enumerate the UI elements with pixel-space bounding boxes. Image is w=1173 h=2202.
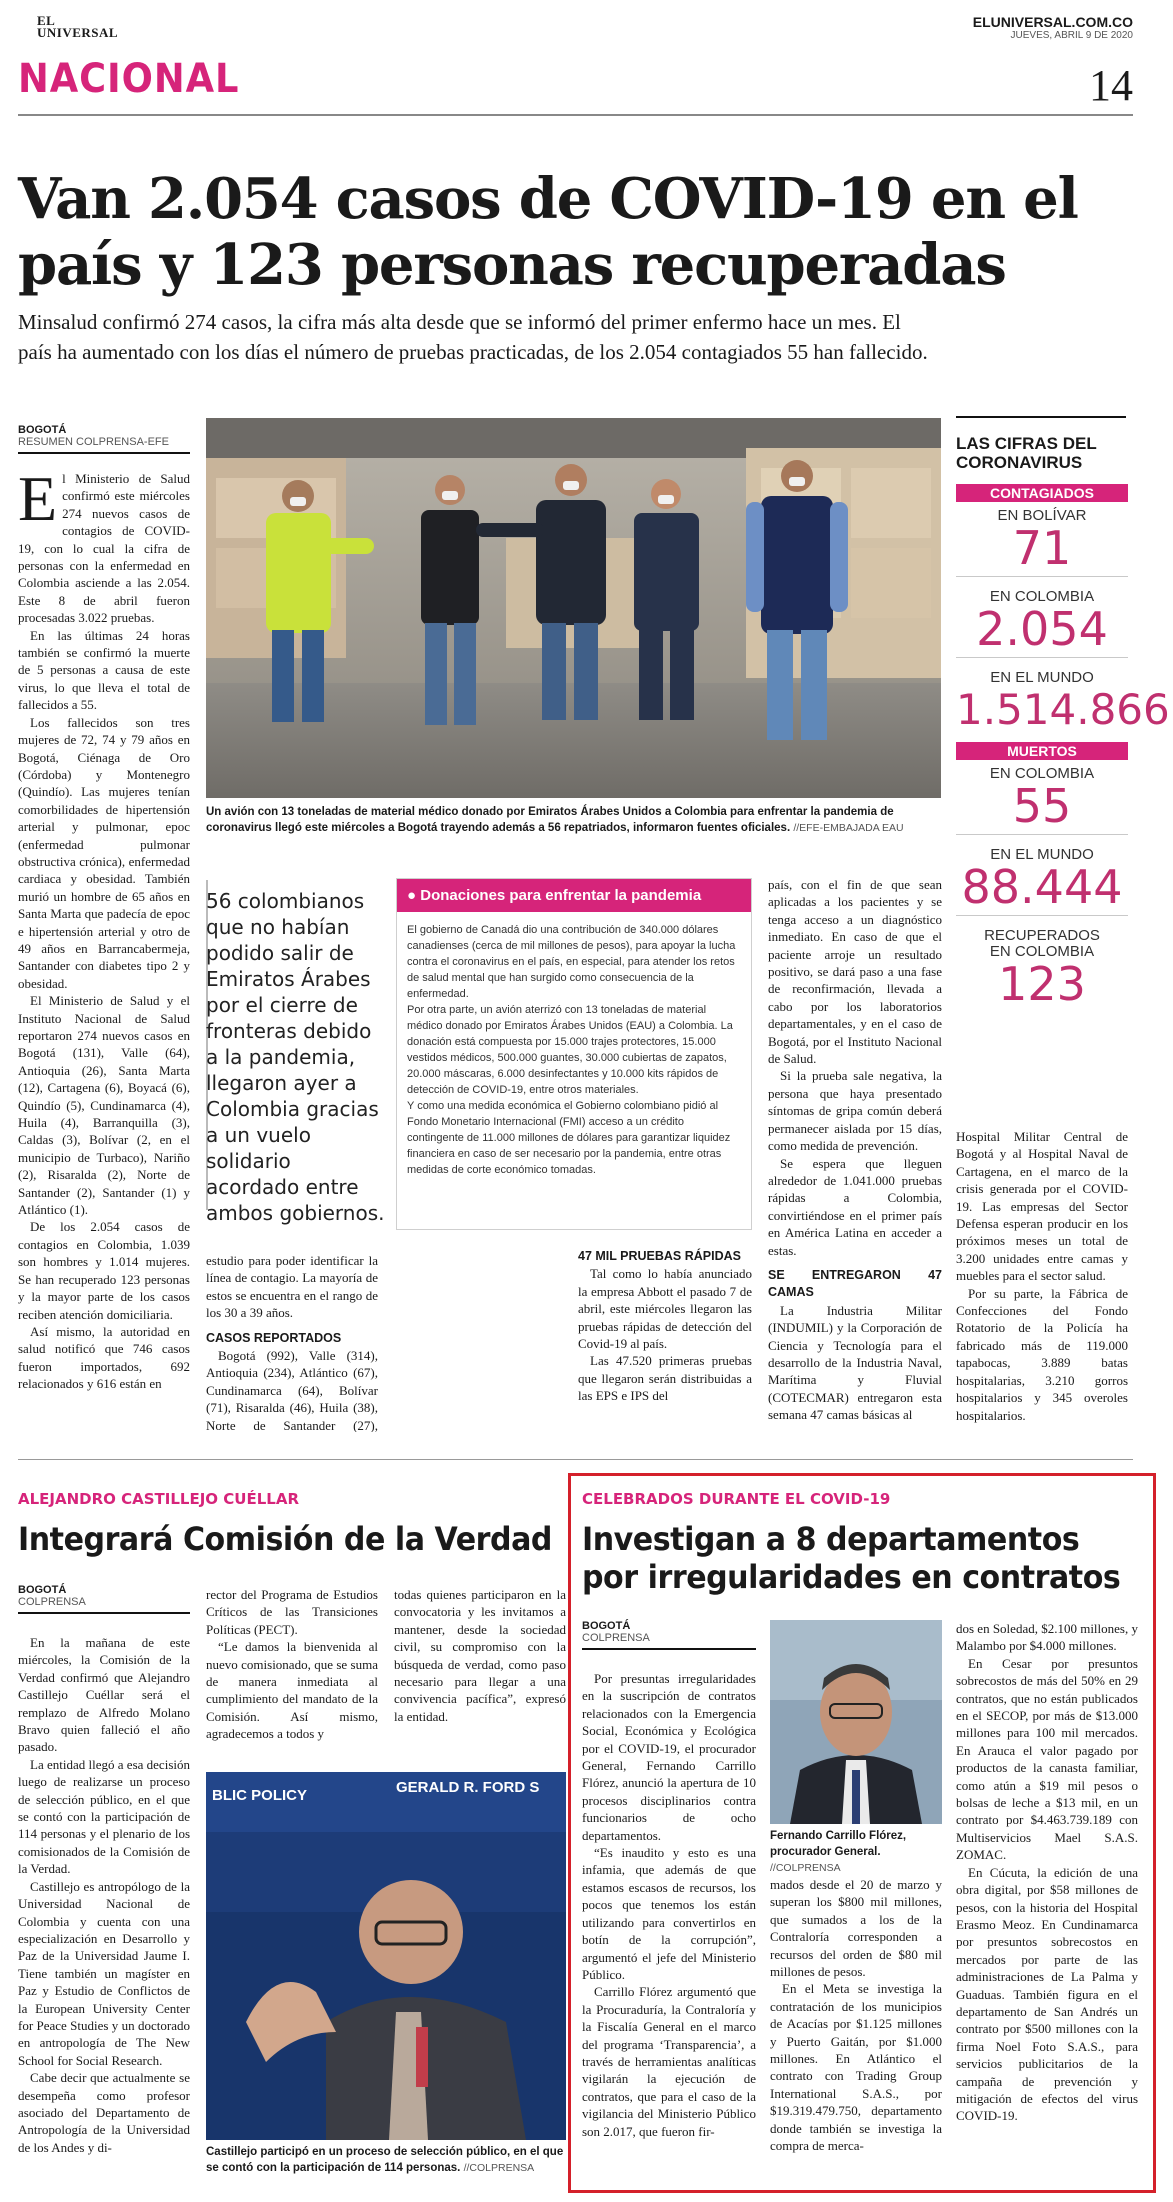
dek-line-1: Minsalud confirmó 274 casos, la cifra más alta desde que se informó del primer enfermo hace un mes. El bbox=[18, 310, 901, 334]
byline-source: RESUMEN COLPRENSA-EFE bbox=[18, 436, 190, 454]
cifra-divider bbox=[956, 915, 1128, 916]
main-column-2-bottom bbox=[206, 1252, 378, 1432]
cifra-label: EN EL MUNDO bbox=[990, 846, 1094, 863]
main-dek bbox=[18, 307, 1128, 367]
caption-credit: //EFE-EMBAJADA EAU bbox=[793, 822, 904, 834]
caption-text: Castillejo participó en un proceso de selección público, en el que se contó con la participación de 114 personas. bbox=[206, 2146, 564, 2174]
dek-line-2: país ha aumentado con los días el número de pruebas practicadas, de los 2.054 contagiados 55 han fallecido. bbox=[18, 340, 928, 364]
main-photo-caption bbox=[206, 804, 941, 836]
left-story-byline bbox=[18, 1584, 190, 1614]
paragraph: mados desde el 20 de marzo y superan los $800 mil millones, que sumados a los de la Contraloría corresponden a recursos del orden de $80 mil millones de pesos. bbox=[770, 1877, 942, 1980]
muertos-bar: MUERTOS bbox=[956, 742, 1128, 760]
left-story-headline: Integrará Comisión de la Verdad bbox=[18, 1520, 552, 1558]
right-story-column-3 bbox=[956, 1620, 1138, 2186]
left-story-column-1 bbox=[18, 1634, 190, 2194]
paragraph: Cabe decir que actualmente se desempeña como profesor asociado del Departamento de Antropología de la Universidad de los Andes y di- bbox=[18, 2070, 190, 2155]
right-story-headline bbox=[582, 1520, 1120, 1596]
caption-text: Fernando Carrillo Flórez, procurador General. bbox=[770, 1830, 907, 1858]
paragraph: Las 47.520 primeras pruebas que llegaron serán distribuidas a las EPS e IPS del bbox=[578, 1353, 752, 1404]
paragraph: La entidad llegó a esa decisión luego de realizarse un proceso de selección público, en el que se contó con la participación de 114 personas y el plenario de los comisionados de la Comisión de la Verdad. bbox=[18, 1756, 190, 1877]
logo-top: EL bbox=[37, 13, 56, 28]
paragraph: Hospital Militar Central de Bogotá y al Hospital Naval de Cartagena, en el marco de la crisis generada por el COVID-19. Las empresas del Sector Defensa esperan producir en los próximos meses un total de 3.200 unidades entre camas y muebles para el sector salud. bbox=[956, 1129, 1128, 1284]
main-column-4 bbox=[768, 876, 942, 1436]
cifra-divider bbox=[956, 576, 1128, 577]
cifra-divider bbox=[956, 657, 1128, 658]
donations-title: Donaciones para enfrentar la pandemia bbox=[420, 887, 702, 904]
left-story-kicker: ALEJANDRO CASTILLEJO CUÉLLAR bbox=[18, 1490, 299, 1508]
donations-box bbox=[396, 878, 752, 1230]
subhead-camas: SE ENTREGARON 47 CAMAS bbox=[768, 1267, 942, 1300]
paragraph: El Ministerio de Salud y el Instituto Nacional de Salud reportaron 274 nuevos casos en Bogotá (131), Valle (64), Antioquia (26), Santa Marta (12), Cartagena (6), Boyacá (6), Quindío (5), Cundinamarca (4), Huila (4), Barranquilla (3), Caldas (3), Bolívar (2, en el municipio de Turbaco), Nariño (2), Risaralda (2), Norte de Santander (2), Santander (1) y Atlántico (1). bbox=[18, 993, 190, 1218]
carrillo-caption bbox=[770, 1828, 942, 1876]
paragraph: Y como una medida económica el Gobierno colombiano pidió al Fondo Monetario Internacional (FMI) acceso a un crédito contingente de 11.000 millones de dólares para garantizar liquidez financiera en caso de ser necesario por la pandemia, entre otras medidas de corte económico tomadas. bbox=[407, 1100, 731, 1176]
cifra-colombia: 2.054 bbox=[976, 602, 1108, 656]
castillejo-photo-illustration bbox=[206, 1772, 566, 2140]
cifra-label: EN EL MUNDO bbox=[990, 669, 1094, 686]
headline-line-2: país y 123 personas recuperadas bbox=[18, 232, 1006, 298]
main-column-1 bbox=[18, 470, 190, 1420]
byline-source: COLPRENSA bbox=[582, 1632, 756, 1650]
paragraph: Así mismo, la autoridad en salud notificó que 746 casos fueron importados, 692 relacionados y 616 están en bbox=[18, 1323, 190, 1392]
masthead-divider bbox=[18, 114, 1133, 116]
paragraph: país, con el fin de que sean aplicadas a los pacientes y se tenga acceso a un diagnóstico inmediato. En caso de que el paciente arroje un resultado positivo, se dará paso a una fase de reconfirmación, llevada a cabo por los laboratorios departamentales, y en el caso de Bogotá, por el Instituto Nacional de Salud. bbox=[768, 877, 942, 1067]
logo-bottom: UNIVERSAL bbox=[37, 25, 119, 40]
paragraph: “Le damos la bienvenida al nuevo comisionado, que se suma de manera inmediata al cumplimiento del mandato de la Comisión. Así mismo, agradecemos a todos y bbox=[206, 1639, 378, 1742]
drop-cap: E bbox=[18, 470, 58, 534]
paragraph: En el Meta se investiga la contratación de los municipios de Acacías por $1.125 millones y Puerto Gaitán, por $1.000 millones. En Atlántico el contrato con Trading Group International S.A.S., por $19.319.479.750, departamento donde también se investiga la compra de merca- bbox=[770, 1981, 942, 2154]
paragraph: Castillejo es antropólogo de la Universidad Nacional de Colombia y cuenta con una especialización en Desarrollo y Paz de la Universidad Jaume I. Tiene también un magíster en Paz y Estudio de Conflictos de la European University Center for Peace Studies y un doctorado en antropología de The New School for Social Research. bbox=[18, 1878, 190, 2068]
byline-source: COLPRENSA bbox=[18, 1596, 190, 1614]
cifra-bolivar: 71 bbox=[1012, 521, 1072, 575]
paragraph: Por su parte, la Fábrica de Confecciones del Fondo Rotatorio de la Policía ha fabricado más de 119.000 tapabocas, 3.889 batas hospitalarias, 3.210 gorros hospitalarios y 345 overoles hospitalarios. bbox=[956, 1285, 1128, 1423]
main-headline bbox=[18, 166, 1138, 298]
headline-line-2: por irregularidades en contratos bbox=[582, 1558, 1121, 1596]
caption-credit: //COLPRENSA bbox=[770, 1862, 841, 1874]
donations-body bbox=[397, 912, 751, 1188]
paragraph: Bogotá (992), Valle (314), Antioquia (234), Atlántico (67), Cundinamarca (64), Bolívar (71), Risaralda (46), Huila (38), Norte de Santander (27), bbox=[206, 1348, 378, 1432]
right-story-kicker: CELEBRADOS DURANTE EL COVID-19 bbox=[582, 1490, 891, 1508]
paragraph: Tal como lo había anunciado la empresa Abbott el pasado 7 de abril, este miércoles llegaron las pruebas rápidas de detección del Covid-19 al país. bbox=[578, 1266, 752, 1352]
main-column-3 bbox=[578, 1248, 752, 1438]
paragraph: estudio para poder identificar la línea de contagio. La mayoría de estos se encuentra en el rango de los 30 a 39 años. bbox=[206, 1253, 378, 1321]
contagiados-bar: CONTAGIADOS bbox=[956, 484, 1128, 502]
cifras-title-line-2: CORONAVIRUS bbox=[956, 453, 1083, 472]
carrillo-photo-illustration bbox=[770, 1620, 942, 1824]
paragraph: En la mañana de este miércoles, la Comisión de la Verdad confirmó que Alejandro Castillejo Cuéllar será el remplazo de Alfredo Molano Bravo quien falleció el año pasado. bbox=[18, 1635, 190, 1755]
cifra-label: EN COLOMBIA bbox=[989, 943, 1095, 960]
headline-line-1: Van 2.054 casos de COVID-19 en el bbox=[18, 166, 1078, 232]
paragraph: Carrillo Flórez argumentó que la Procuraduría, la Contraloría y la Fiscalía General en el marco del programa ‘Transparencia’, a través de herramientas analíticas vigilarán la ejecución de contratos, que para el caso de la vigilancia del Ministerio Público son 2.017, que fueron fir- bbox=[582, 1984, 756, 2139]
left-story-column-3 bbox=[394, 1586, 566, 1756]
pullquote: 56 colombianos que no habían podido salir de Emiratos Árabes por el cierre de fronteras debido a la pandemia, llegaron ayer a Colombia gracias a un vuelo solidario acordado entre ambos gobiernos. bbox=[206, 889, 385, 1225]
main-photo bbox=[206, 418, 941, 798]
cifras-top-rule bbox=[956, 416, 1126, 418]
paragraph: En las últimas 24 horas también se confirmó la muerte de 5 personas a causa de este virus, lo que lleva el total de fallecidos a 55. bbox=[18, 627, 190, 713]
cifra-mundo: 1.514.866 bbox=[956, 685, 1170, 734]
donations-header bbox=[397, 879, 751, 912]
paragraph: En Cesar por presuntos sobrecostos de más del 50% en 29 contratos, que no están publicados en el SECOP, por más de $13.000 millones para 100 mil mercados. En Arauca el valor pagado por productos de la canasta familiar, como atún a $19 mil pesos o bolsas de leche a $13 mil, en un contrato por $4.463.739.189 con Multiservicios Mael S.A.S. ZOMAC. bbox=[956, 1655, 1138, 1863]
newspaper-logo bbox=[37, 15, 118, 39]
cifra-label: EN COLOMBIA bbox=[989, 765, 1095, 782]
page-number: 14 bbox=[1089, 61, 1133, 110]
paragraph: El gobierno de Canadá dio una contribución de 340.000 dólares canadienses (cerca de mil millones de pesos), para apoyar la lucha contra el coronavirus en el país, en especial, para atender los retos de salud mental que han surgido como consecuencia de la enfermedad. bbox=[407, 924, 736, 1000]
bullet-icon: ● bbox=[407, 887, 417, 904]
cifra-label: EN COLOMBIA bbox=[989, 588, 1095, 605]
cifra-recuperados: 123 bbox=[998, 957, 1086, 1011]
paragraph: Los fallecidos son tres mujeres de 72, 74 y 79 años en Bogotá, Ciénaga de Oro (Córdoba) y Montenegro (Quindío). Las mujeres tenían comorbilidades de hipertensión arterial y pulmonar, epoc (enfermedad pulmonar obstructiva crónica), enfermedad cardiaca y obesidad. También murió un hombre de 65 años en Santa Marta que padecía de epoc e hipertensión arterial y otro de 49 años en Barrancabermeja, Santander con diabetes tipo 2 y obesidad. bbox=[18, 714, 190, 991]
subhead-pruebas: 47 MIL PRUEBAS RÁPIDAS bbox=[578, 1249, 741, 1263]
cifra-label: EN BOLÍVAR bbox=[997, 507, 1087, 524]
site-url: ELUNIVERSAL.COM.CO bbox=[972, 14, 1133, 30]
left-story-column-2 bbox=[206, 1586, 378, 1756]
headline-line-1: Investigan a 8 departamentos bbox=[582, 1520, 1080, 1558]
paragraph: Por otra parte, un avión aterrizó con 13 toneladas de material médico donado por Emiratos Árabes Unidos (EAU) a Colombia. La donación está compuesta por 15.000 trajes protectores, 15.000 vestidos médicos, 500.000 guantes, 30.000 cubiertas de zapatos, 20.000 máscaras, 6.000 desinfectantes y 10.000 kits rápidos de detección de COVID-19, entre otros materiales. bbox=[407, 1004, 733, 1096]
main-photo-illustration bbox=[206, 418, 941, 798]
caption-text: Un avión con 13 toneladas de material médico donado por Emiratos Árabes Unidos a Colombia para enfrentar la pandemia de coronavirus llegó este miércoles a Bogotá trayendo además a 56 repatriados, informaron fuentes oficiales. bbox=[206, 806, 894, 834]
carrillo-photo bbox=[770, 1620, 942, 1824]
paragraph: Si la prueba sale negativa, la persona que haya presentado síntomas de gripa común deberá permanecer aislada por 15 días, como medida de prevención. bbox=[768, 1068, 942, 1154]
paragraph: Por presuntas irregularidades en la suscripción de contratos relacionados con la Emergencia Social, Económica y Ecológica por el COVID-19, el procurador General, Fernando Carrillo Flórez, anunció la apertura de 10 procesos disciplinarios contra funcionarios de ocho departamentos. bbox=[582, 1671, 756, 1843]
paragraph: La Industria Militar (INDUMIL) y la Corporación de Ciencia y Tecnología para el desarrollo de la Industria Naval, Marítima y Fluvial (COTECMAR) entregaron esta semana 47 camas básicas al bbox=[768, 1302, 942, 1423]
byline-location: BOGOTÁ bbox=[582, 1620, 631, 1632]
paragraph: “Es inaudito y esto es una infamia, que además de que estamos escasos de recursos, los pocos que tenemos los están utilizando para convertirlos en botín de la corrupción”, argumentó el jefe del Ministerio Público. bbox=[582, 1845, 756, 1982]
paragraph: Se espera que lleguen alrededor de 1.041.000 pruebas rápidas a Colombia, convirtiéndose en el primer país en América Latina en acceder a estas. bbox=[768, 1155, 942, 1258]
right-story-byline bbox=[582, 1620, 756, 1650]
right-story-column-1 bbox=[582, 1670, 756, 2185]
section-divider bbox=[18, 1459, 1133, 1460]
cifra-label: RECUPERADOS bbox=[984, 927, 1100, 944]
main-byline bbox=[18, 424, 190, 454]
cifras-panel bbox=[956, 484, 1170, 1011]
paragraph: dos en Soledad, $2.100 millones, y Malambo por $4.000 millones. bbox=[956, 1621, 1138, 1654]
cifra-muertos-colombia: 55 bbox=[1012, 779, 1072, 833]
subhead-casos: CASOS REPORTADOS bbox=[206, 1330, 342, 1345]
paragraph: rector del Programa de Estudios Críticos de las Transiciones Políticas (PECT). bbox=[206, 1587, 378, 1637]
caption-credit: //COLPRENSA bbox=[463, 2162, 535, 2174]
main-column-5 bbox=[956, 1128, 1128, 1438]
paragraph: l Ministerio de Salud confirmó este miércoles 274 nuevos casos de contagios de COVID-19, con lo cual la cifra de personas con la enfermedad en Colombia asciende a las 2.054. Este 8 de abril fueron procesadas 3.022 pruebas. bbox=[18, 471, 190, 626]
castillejo-photo bbox=[206, 1772, 566, 2140]
section-title: NACIONAL bbox=[18, 56, 240, 102]
cifra-divider bbox=[956, 834, 1128, 835]
paragraph: todas quienes participaron en la convocatoria y les invitamos a mantener, desde la sociedad civil, su compromiso con la búsqueda de verdad, como paso necesario para llegar a una convivencia pacífica”, expresó la entidad. bbox=[394, 1587, 566, 1724]
byline-location: BOGOTÁ bbox=[18, 424, 67, 436]
cifras-title bbox=[956, 434, 1126, 472]
byline-location: BOGOTÁ bbox=[18, 1584, 67, 1596]
cifras-title-line-1: LAS CIFRAS DEL bbox=[956, 434, 1097, 453]
backdrop-text: BLIC POLICY bbox=[212, 1787, 308, 1804]
issue-date: JUEVES, ABRIL 9 DE 2020 bbox=[1010, 30, 1133, 41]
right-story-column-2 bbox=[770, 1876, 942, 2186]
cifra-muertos-mundo: 88.444 bbox=[961, 860, 1123, 914]
castillejo-caption bbox=[206, 2144, 566, 2176]
backdrop-text: GERALD R. FORD S bbox=[396, 1779, 540, 1796]
paragraph: De los 2.054 casos de contagios en Colombia, 1.039 son hombres y 1.014 mujeres. Se han recuperado 123 personas y la mayor parte de los casos reciben atención domiciliaria. bbox=[18, 1219, 190, 1322]
paragraph: En Cúcuta, la edición de una obra digital, por $58 millones de pesos, con la historia del Hospital Erasmo Meoz. En Cundinamarca por presuntos sobrecostos en mercados por parte de las administraciones de La Palma y Guaduas. También figura en el departamento de San Andrés un contrato por $500 millones con la firma Noel Foto S.A.S., para servicios publicitarios de la campaña de prevención y mitigación de efectos del virus COVID-19. bbox=[956, 1864, 1138, 2124]
